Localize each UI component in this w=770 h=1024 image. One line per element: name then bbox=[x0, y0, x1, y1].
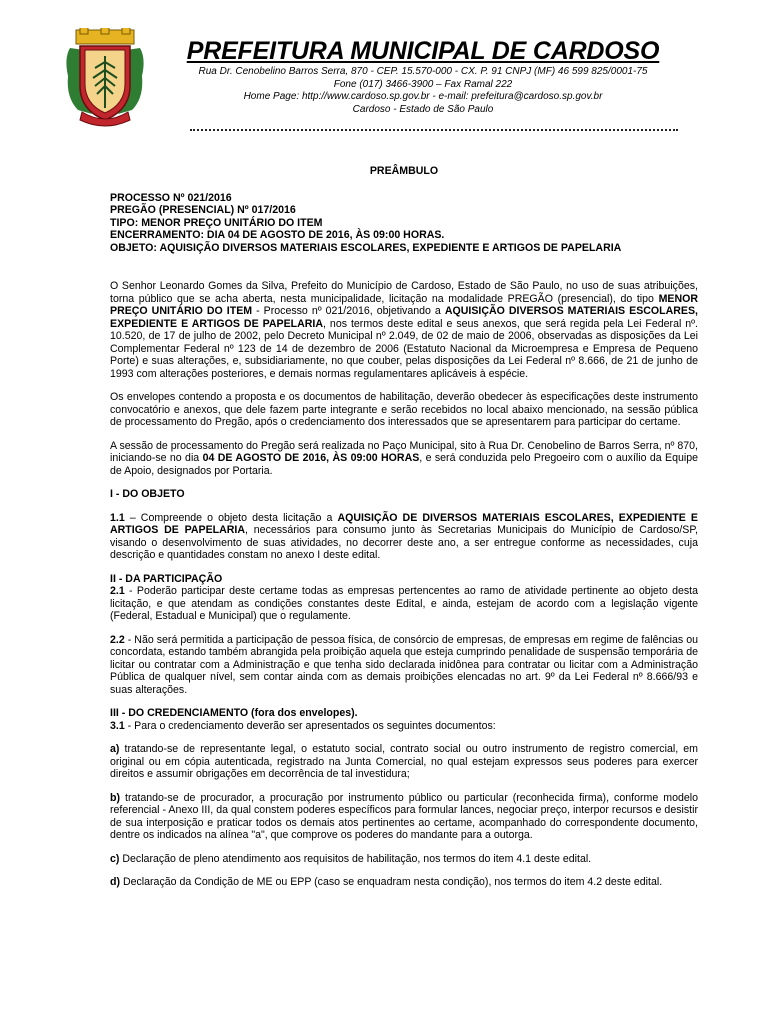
item-text: tratando-se de representante legal, o estatuto social, contrato social ou outro instrumento de registro comercial, em original ou em cópia autenticada, registrado na Junta Comercial, no qual estejam expressos seus poderes para exercer direitos e assumir obrigações em decorrência de tal investidura; bbox=[110, 743, 698, 780]
item-1-1 bbox=[110, 512, 698, 562]
preamble-heading: PREÂMBULO bbox=[369, 165, 439, 177]
item-letter: c) bbox=[110, 852, 120, 865]
envelopes-paragraph: Os envelopes contendo a proposta e os documentos de habilitação, deverão obedecer às especificações deste instrumento convocatório e anexos, que dele fazem parte integrante e serão recebidos no local abaixo mencionado, na sessão pública de processamento do Pregão, após o credenciamento dos interessados que se apresentarem para participar do certame. bbox=[110, 391, 698, 428]
item-3-1-a bbox=[110, 743, 698, 781]
item-text: – Compreende o objeto desta licitação a bbox=[124, 511, 338, 524]
item-text: - Poderão participar deste certame todas as empresas pertencentes ao ramo de atividade pertinente ao objeto desta licitação, e que atendam as condições constantes deste Edital, e ainda, estejam de acordo com a legislação vigente (Federal, Estadual e Municipal) que o regulamente. bbox=[110, 585, 698, 622]
intro-bold-1: MENOR PREÇO UNITÁRIO DO ITEM bbox=[110, 292, 698, 317]
header-divider bbox=[190, 129, 678, 131]
item-number: 2.1 bbox=[110, 585, 125, 597]
pregao-line: PREGÃO (PRESENCIAL) Nº 017/2016 bbox=[110, 204, 296, 216]
item-3-1-c bbox=[110, 853, 698, 866]
tipo-line: TIPO: MENOR PREÇO UNITÁRIO DO ITEM bbox=[110, 216, 323, 229]
sessao-paragraph bbox=[110, 440, 698, 478]
item-letter: b) bbox=[110, 791, 120, 804]
item-letter: a) bbox=[110, 743, 120, 755]
sessao-text-1: A sessão de processamento do Pregão será realizada no Paço Municipal, sito à Rua Dr. Cenobelino de Barros Serra, nº 870, iniciando-se no dia bbox=[110, 439, 698, 464]
item-number: 1.1 bbox=[110, 511, 125, 524]
page-title: PREFEITURA MUNICIPAL DE CARDOSO bbox=[186, 37, 660, 65]
objeto-line: OBJETO: AQUISIÇÃO DIVERSOS MATERIAIS ESCOLARES, EXPEDIENTE E ARTIGOS DE PAPELARIA bbox=[110, 241, 622, 254]
municipal-coat-of-arms bbox=[62, 28, 148, 128]
item-2-1 bbox=[110, 585, 698, 623]
item-3-1-b bbox=[110, 792, 698, 842]
city-line: Cardoso - Estado de São Paulo bbox=[352, 103, 494, 115]
section-credenciamento-heading: III - DO CREDENCIAMENTO (fora dos envelopes). bbox=[110, 707, 358, 719]
item-text: , necessários para consumo junto às Secretarias Municipais do Município de Cardoso/SP, visando o desenvolvimento de suas atividades, no decorrer deste ano, a ser entregue conforme as necessidades, cuja descrição e quantidades constam no anexo I deste edital. bbox=[110, 524, 698, 561]
web-line: Home Page: http://www.cardoso.sp.gov.br - e-mail: prefeitura@cardoso.sp.gov.br bbox=[243, 91, 603, 103]
section-participacao-heading: II - DA PARTICIPAÇÃO bbox=[110, 572, 223, 585]
item-text: Declaração de pleno atendimento aos requisitos de habilitação, nos termos do item 4.1 deste edital. bbox=[119, 852, 592, 865]
phone-line: Fone (017) 3466-3900 – Fax Ramal 222 bbox=[333, 78, 513, 90]
intro-paragraph bbox=[110, 280, 698, 380]
sessao-bold: 04 DE AGOSTO DE 2016, ÀS 09:00 HORAS bbox=[202, 452, 420, 464]
item-text: Declaração da Condição de ME ou EPP (caso se enquadram nesta condição), nos termos do item 4.2 deste edital. bbox=[120, 876, 663, 888]
item-3-1-d bbox=[110, 876, 698, 889]
processo-line: PROCESSO Nº 021/2016 bbox=[110, 191, 232, 204]
intro-text-1: O Senhor Leonardo Gomes da Silva, Prefeito do Município de Cardoso, Estado de São Paulo, no uso de suas atribuições, torna público que se acha aberta, nesta municipalidade, licitação na modalidade PREGÃO (presencial), do tipo bbox=[110, 280, 698, 305]
item-2-2 bbox=[110, 634, 698, 697]
sessao-text-2: , e será conduzida pelo Pregoeiro com o auxílio da Equipe de Apoio, designados por Portaria. bbox=[110, 452, 698, 477]
item-number: 2.2 bbox=[110, 633, 125, 646]
intro-bold-2: AQUISIÇÃO DIVERSOS MATERIAIS ESCOLARES, EXPEDIENTE E ARTIGOS DE PAPELARIA bbox=[110, 305, 699, 330]
item-letter: d) bbox=[110, 876, 120, 888]
letterhead bbox=[150, 36, 696, 116]
document-body bbox=[110, 165, 698, 889]
item-3-1 bbox=[110, 720, 698, 733]
process-info bbox=[110, 192, 698, 255]
intro-text-2: - Processo nº 021/2016, objetivando a bbox=[252, 305, 445, 317]
item-text: - Não será permitida a participação de pessoa física, de consórcio de empresas, de empresas em regime de falências ou concordata, estando também abrangida pela proibição aquela que esteja cumprindo penalidade de suspensão temporária de licitar ou contratar com a Administração e que tenha sido declarada inidônea para contratar ou licitar com a Administração Pública de qualquer nível, sem contar ainda com as demais proibições elencadas no art. 9º da Lei Federal nº 8.666/93 e suas alterações. bbox=[110, 633, 698, 696]
item-number: 3.1 bbox=[110, 719, 125, 732]
intro-text-3: , nos termos deste edital e seus anexos, que será regida pela Lei Federal nº. 10.520, de 17 de julho de 2002, pelo Decreto Municipal nº 2.049, de 02 de maio de 2006, observadas as disposições da Lei Complementar Federal nº 123 de 14 de dezembro de 2006 (Estatuto Nacional da Microempresa e Empresa de Pequeno Porte) e suas alterações, e, subsidiariamente, no que couber, pelas disposições da Lei Federal nº 8.666, de 21 de junho de 1993 com alterações posteriores, e demais normas regulamentares aplicáveis à espécie. bbox=[110, 317, 698, 380]
item-text: tratando-se de procurador, a procuração por instrumento público ou particular (reconhecida firma), conforme modelo referencial - Anexo III, da qual constem poderes específicos para formular lances, negociar preço, interpor recursos e desistir de sua interposição e praticar todos os demais atos pertinentes ao certame, acompanhado do correspondente documento, dentre os indicados na alínea "a", que comprove os poderes do mandante para a outorga. bbox=[110, 791, 698, 841]
item-bold: AQUISIÇÃO DE DIVERSOS MATERIAIS ESCOLARES, EXPEDIENTE E ARTIGOS DE PAPELARIA bbox=[110, 511, 698, 536]
encerramento-line: ENCERRAMENTO: DIA 04 DE AGOSTO DE 2016, ÀS 09:00 HORAS. bbox=[110, 229, 445, 241]
section-objeto-heading: I - DO OBJETO bbox=[110, 488, 185, 500]
item-text: - Para o credenciamento deverão ser apresentados os seguintes documentos: bbox=[124, 719, 496, 732]
address-line: Rua Dr. Cenobelino Barros Serra, 870 - CEP. 15.570-000 - CX. P. 91 CNPJ (MF) 46 599 825/0001-75 bbox=[198, 66, 648, 77]
